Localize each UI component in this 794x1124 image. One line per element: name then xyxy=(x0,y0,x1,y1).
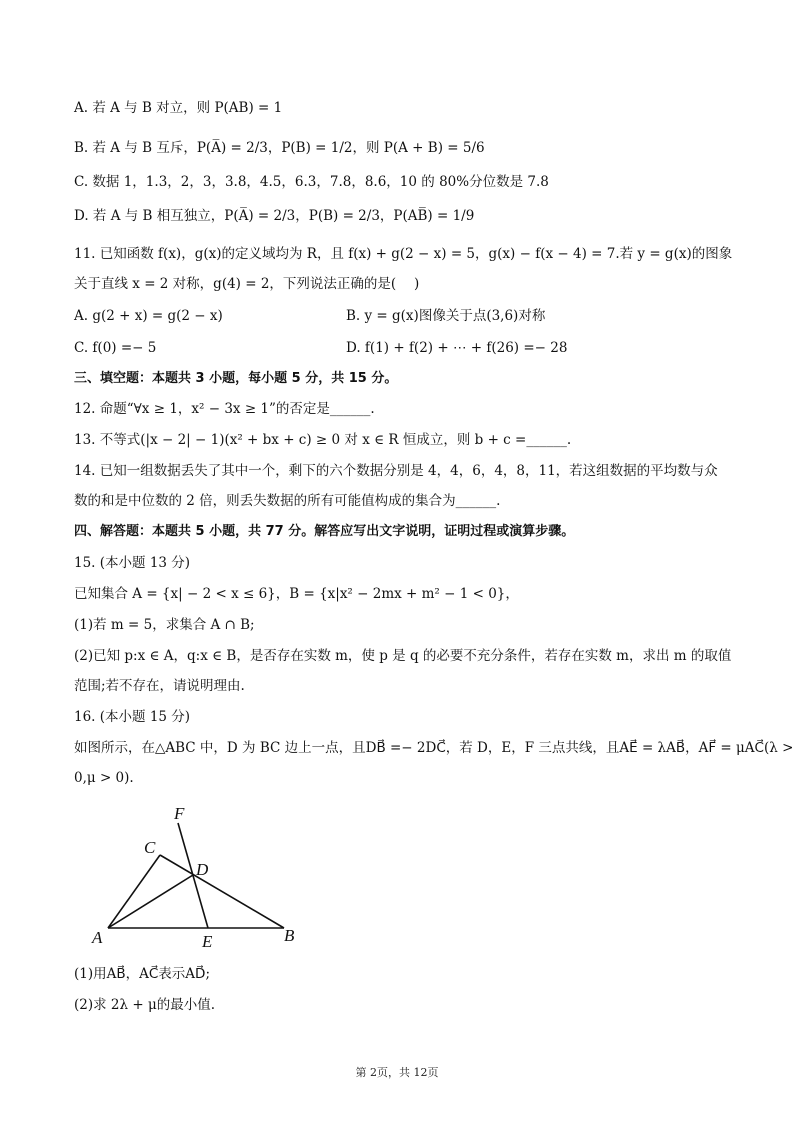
label-a: A xyxy=(92,928,103,947)
q16-stem-line1: 如图所示，在△ABC 中，D 为 BC 边上一点，且DB⃗ =− 2DC⃗，若 D，E，F 三点共线，且AE⃗ = λAB⃗，AF⃗ = μAC⃗(λ > xyxy=(74,740,794,756)
segment-cb xyxy=(160,855,284,928)
q11-option-d: D. f(1) + f(2) + ⋯ + f(26) =− 28 xyxy=(346,340,568,356)
q16-part1: (1)用AB⃗，AC⃗表示AD⃗; xyxy=(74,966,211,982)
q12: 12. 命题“∀x ≥ 1，x² − 3x ≥ 1”的否定是______. xyxy=(74,401,375,417)
q10-option-c: C. 数据 1，1.3，2，3，3.8，4.5，6.3，7.8，8.6，10 的 80%分位数是 7.8 xyxy=(74,174,549,190)
q15-part2-line2: 范围;若不存在，请说明理由. xyxy=(74,678,245,694)
q15-stem: 已知集合 A = {x| − 2 < x ≤ 6}，B = {x|x² − 2mx + m² − 1 < 0}， xyxy=(74,586,519,602)
q14-line1: 14. 已知一组数据丢失了其中一个，剩下的六个数据分别是 4，4，6，4，8，11，若这组数据的平均数与众 xyxy=(74,463,718,479)
segment-ad xyxy=(108,875,193,928)
q10-option-a: A. 若 A 与 B 对立，则 P(AB) = 1 xyxy=(74,100,283,116)
label-b: B xyxy=(284,926,295,945)
q14-line2: 数的和是中位数的 2 倍，则丢失数据的所有可能值构成的集合为______. xyxy=(74,493,501,509)
q15-part1: (1)若 m = 5，求集合 A ∩ B; xyxy=(74,617,255,633)
q11-option-b: B. y = g(x)图像关于点(3,6)对称 xyxy=(346,308,546,324)
q11-stem-line1: 11. 已知函数 f(x)，g(x)的定义域均为 R，且 f(x) + g(2 − x) = 5，g(x) − f(x − 4) = 7.若 y = g(x)的图象 xyxy=(74,246,733,262)
label-e: E xyxy=(202,932,213,951)
segment-ac xyxy=(108,855,160,928)
q10-option-b: B. 若 A 与 B 互斥，P(A̅) = 2/3，P(B) = 1/2，则 P(A + B) = 5/6 xyxy=(74,140,485,156)
q16-header: 16. (本小题 15 分) xyxy=(74,709,191,725)
label-f: F xyxy=(174,804,185,823)
page-footer: 第 2页，共 12页 xyxy=(355,1066,439,1079)
triangle-figure xyxy=(80,795,320,955)
section4-title: 四、解答题：本题共 5 小题，共 77 分。解答应写出文字说明，证明过程或演算步骤。 xyxy=(74,524,575,539)
q11-option-a: A. g(2 + x) = g(2 − x) xyxy=(74,308,223,324)
q15-part2-line1: (2)已知 p:x ∈ A，q:x ∈ B，是否存在实数 m，使 p 是 q 的必要不充分条件，若存在实数 m，求出 m 的取值 xyxy=(74,648,732,664)
q11-stem-line2: 关于直线 x = 2 对称，g(4) = 2，下列说法正确的是( ) xyxy=(74,276,420,292)
q16-stem-line2: 0,μ > 0). xyxy=(74,770,134,786)
q11-option-c: C. f(0) =− 5 xyxy=(74,340,157,356)
q16-part2: (2)求 2λ + μ的最小值. xyxy=(74,997,216,1013)
q15-header: 15. (本小题 13 分) xyxy=(74,555,191,571)
q13: 13. 不等式(|x − 2| − 1)(x² + bx + c) ≥ 0 对 x ∈ R 恒成立，则 b + c =______. xyxy=(74,432,572,448)
section3-title: 三、填空题：本题共 3 小题，每小题 5 分，共 15 分。 xyxy=(74,371,398,386)
label-d: D xyxy=(196,860,209,879)
label-c: C xyxy=(144,838,156,857)
q10-option-d: D. 若 A 与 B 相互独立，P(A̅) = 2/3，P(B) = 2/3，P(AB̅) = 1/9 xyxy=(74,208,475,224)
